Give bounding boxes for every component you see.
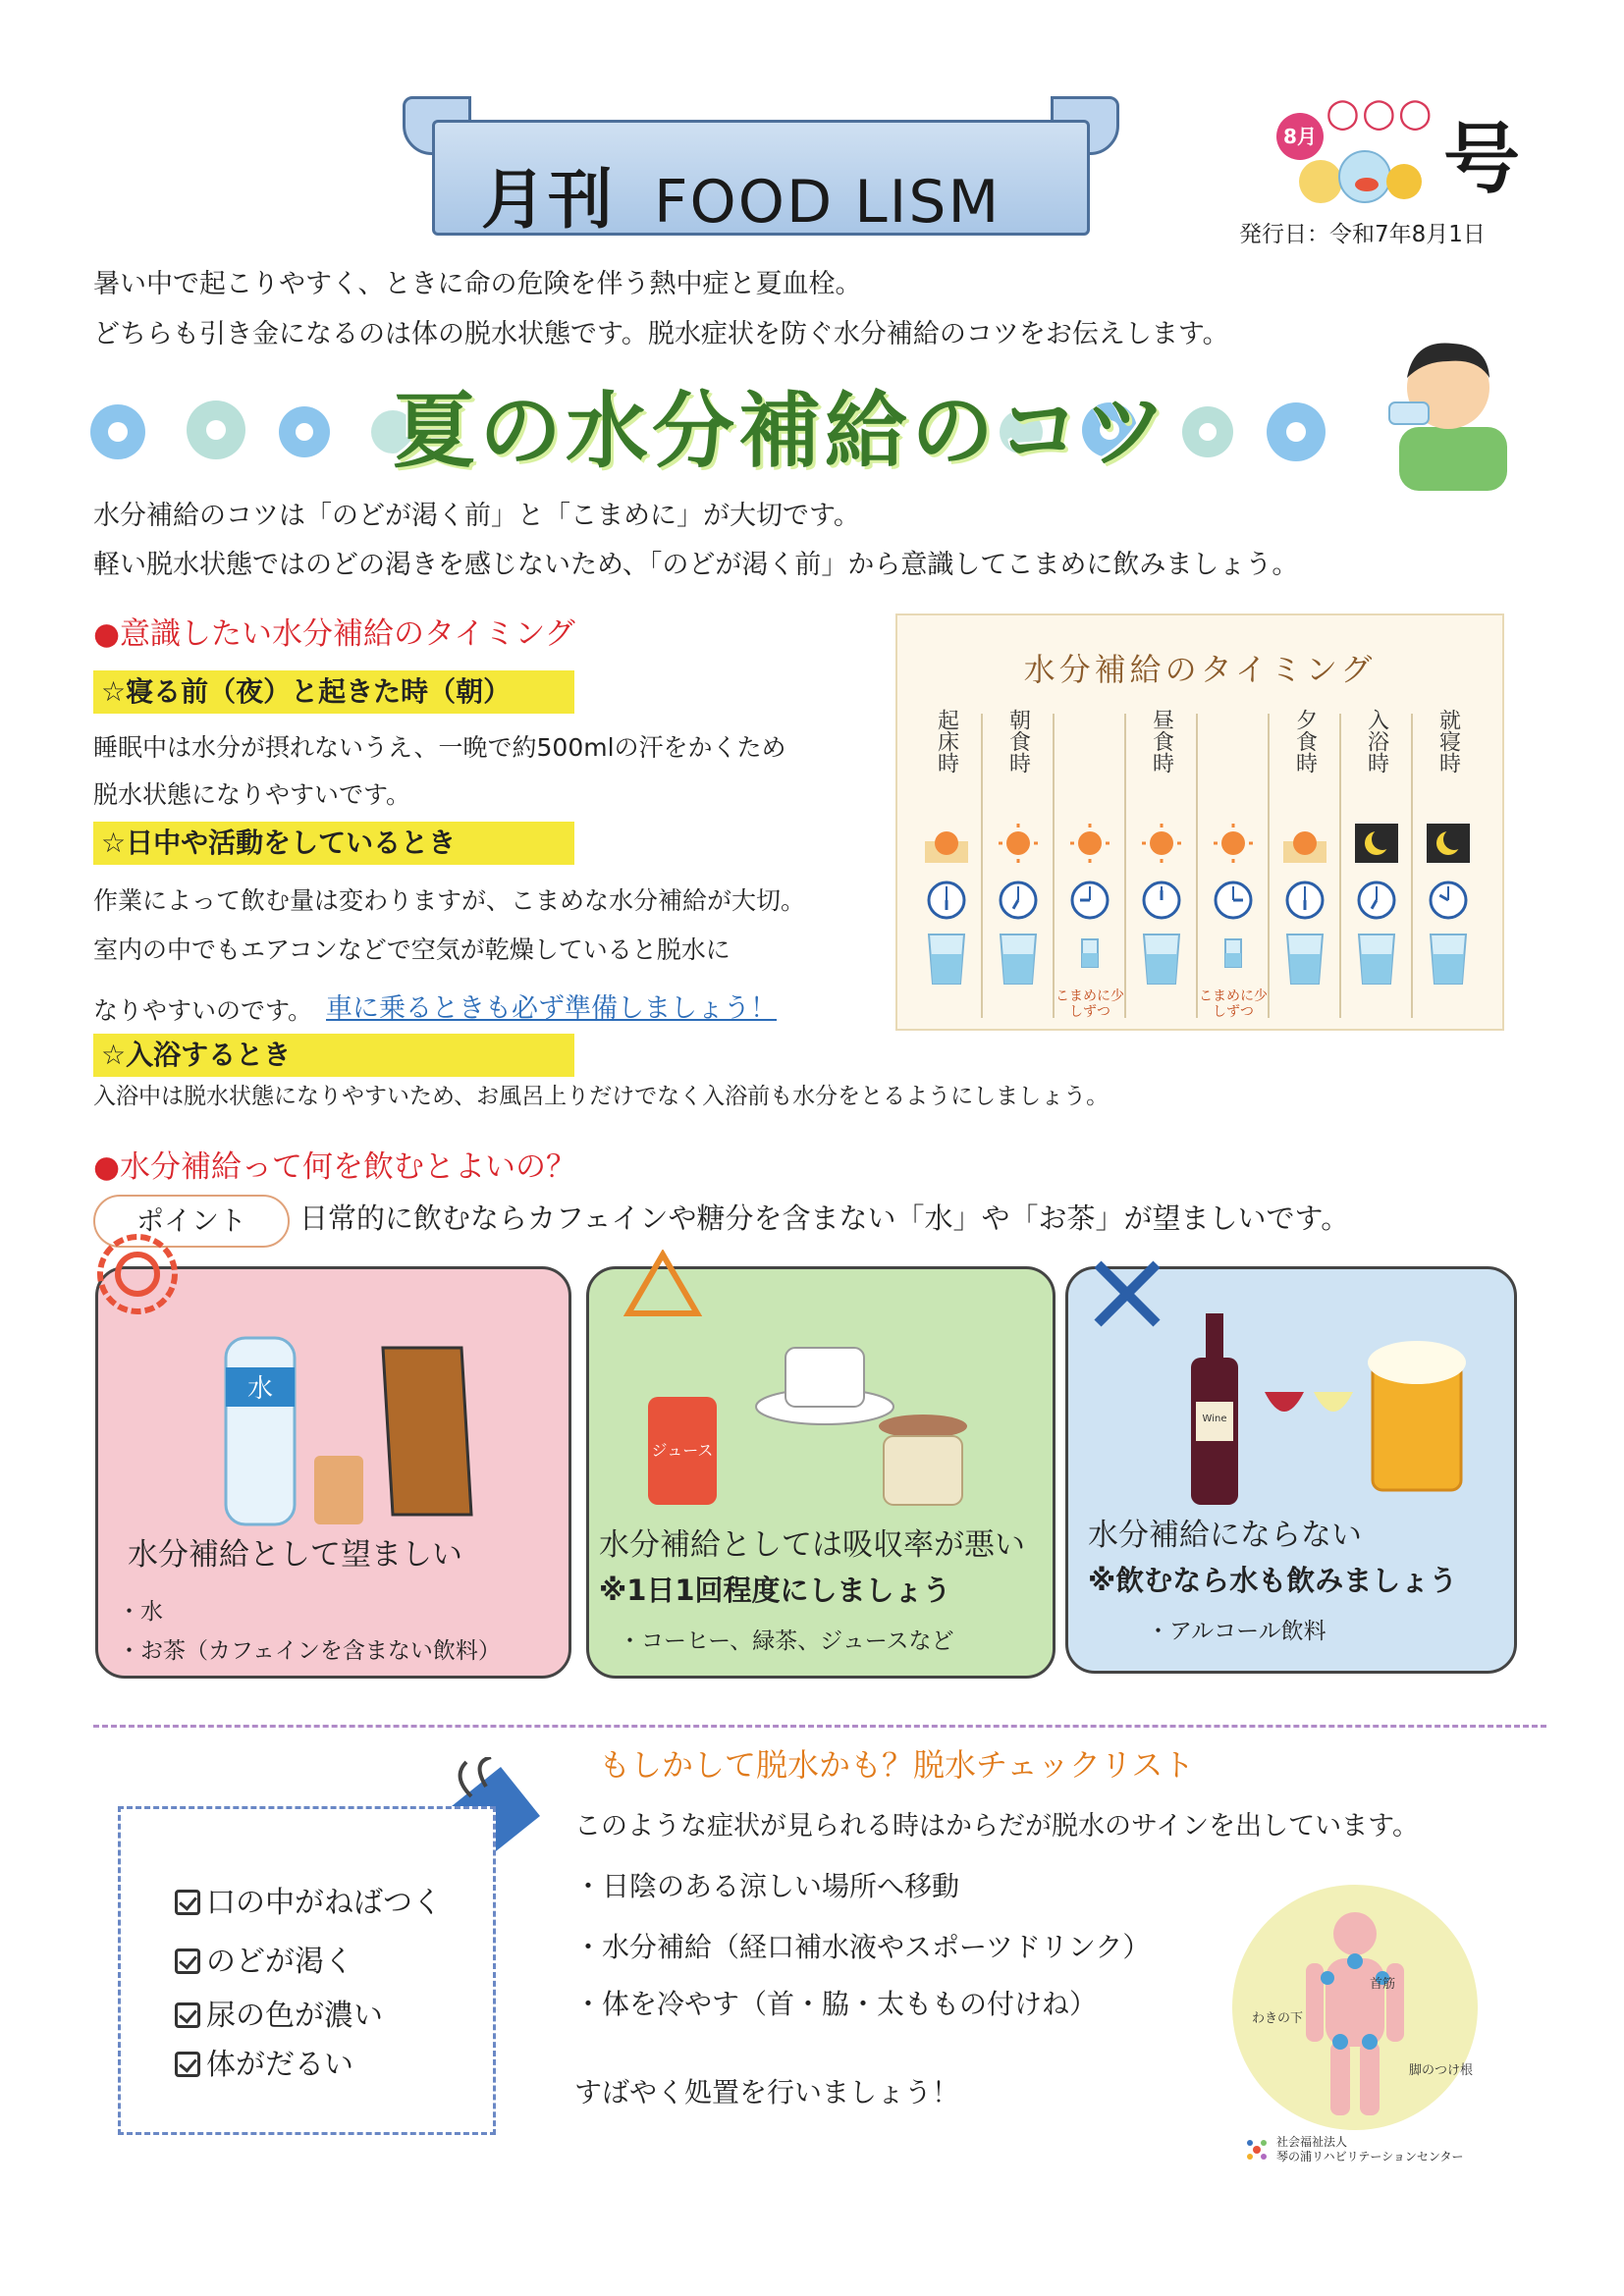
newsletter-title (481, 147, 1070, 240)
timing-column (922, 709, 971, 827)
sun-icon (1062, 822, 1117, 1008)
timing-separator (1411, 714, 1413, 1018)
timing-separator (1053, 714, 1055, 1018)
timing-column (994, 709, 1043, 827)
non-hydrating-title: 水分補給にならない (1088, 1518, 1362, 1553)
checkbox-checked-icon (175, 2002, 200, 2028)
checklist-heading: もしかして脱水かも？脱水チェックリスト (599, 1746, 1195, 1784)
timing-column (1065, 709, 1114, 827)
car-reminder-text: 車に乗るときも必ず準備しましょう！ (326, 993, 777, 1024)
main-title: 夏の水分補給のコツ (393, 383, 1171, 479)
timing-column-label: 入浴時 (1364, 709, 1389, 774)
non-hydrating-subtitle: ※飲むなら水も飲みましょう (1088, 1564, 1458, 1597)
timing-separator (981, 714, 983, 1018)
action-2: ・水分補給（経口補水液やスポーツドリンク） (574, 1931, 1151, 1963)
checkbox-checked-icon (175, 1890, 200, 1915)
recommended-item-2: ・お茶（カフェインを含まない飲料） (118, 1638, 501, 1664)
timing-chart-title: 水分補給のタイミング (1023, 651, 1377, 688)
label-neck: 首筋 (1370, 1977, 1396, 1992)
can-label: ジュース (651, 1441, 714, 1460)
check-item-2: のどが渇く (175, 1937, 353, 1980)
timing-item-3-line-1: 入浴中は脱水状態になりやすいため、お風呂上りだけでなく入浴前も水分をとるようにしましょう。 (93, 1084, 1110, 1109)
summer-festival-icon (1296, 137, 1424, 216)
action-1: ・日陰のある涼しい場所へ移動 (574, 1870, 960, 1902)
timing-separator (1124, 714, 1126, 1018)
timing-column (1352, 709, 1401, 827)
wine-label: Wine (1202, 1414, 1227, 1424)
checkbox-checked-icon (175, 2052, 200, 2077)
timing-column-label: 朝食時 (1005, 709, 1031, 774)
timing-column-label: 夕食時 (1292, 709, 1318, 774)
closing-text: すばやく処置を行いましょう！ (574, 2076, 960, 2109)
bottle-label: 水 (246, 1374, 274, 1404)
sun-icon (991, 822, 1046, 1008)
sun-icon (1134, 822, 1189, 1008)
issue-suffix: 号 (1443, 116, 1521, 204)
body-silhouette-icon (1296, 1904, 1414, 2120)
timing-separator (1196, 714, 1198, 1018)
recommended-drinks-box (95, 1266, 571, 1679)
tips-intro-1: 水分補給のコツは「のどが渇く前」と「こまめに」が大切です。 (93, 501, 860, 531)
timing-column (1209, 709, 1258, 827)
timing-separator (1339, 714, 1341, 1018)
timing-separator (1268, 714, 1270, 1018)
cross-mark-icon (1088, 1255, 1166, 1333)
intro-line-1: 暑い中で起こりやすく、ときに命の危険を伴う熱中症と夏血栓。 (93, 269, 862, 299)
point-label: ポイント (93, 1195, 290, 1248)
non-hydrating-drinks-box (1065, 1266, 1517, 1674)
timing-note: こまめに少しずつ (1199, 988, 1268, 1020)
timing-column (1280, 709, 1329, 827)
moon-icon (1349, 822, 1404, 1008)
checkbox-checked-icon (175, 1949, 200, 1974)
timing-column-label: 昼食時 (1149, 709, 1174, 774)
timing-item-2-line-3: なりやすいのです。 (93, 996, 313, 1025)
timing-column (1424, 709, 1473, 827)
timing-item-2-line-2: 室内の中でもエアコンなどで空気が乾燥していると脱水に (93, 935, 731, 964)
checklist-card (118, 1806, 496, 2135)
check-item-3: 尿の色が濃い (175, 1991, 383, 2034)
sunrise-icon (919, 822, 974, 1008)
cooling-points-illustration (1232, 1885, 1478, 2130)
intro-line-2: どちらも引き金になるのは体の脱水状態です。脱水症状を防ぐ水分補給のコツをお伝えします。 (93, 319, 1229, 349)
timing-item-label-3: ☆入浴するとき (93, 1034, 574, 1077)
organization-name (1276, 2135, 1463, 2164)
organization-logo-icon (1242, 2135, 1272, 2164)
sun-icon (1206, 822, 1261, 1008)
recommended-item-1: ・水 (118, 1599, 163, 1625)
drink-section-heading: ●水分補給って何を飲むとよいの？ (93, 1149, 577, 1185)
poor-absorption-title: 水分補給としては吸収率が悪い (599, 1527, 1025, 1563)
issue-month-badge: 8月 (1276, 113, 1324, 160)
timing-item-1-line-2: 脱水状態になりやすいです。 (93, 780, 411, 809)
timing-column-label: 起床時 (934, 709, 959, 774)
publication-date: 発行日：令和7年8月1日 (1239, 222, 1486, 247)
timing-column (1137, 709, 1186, 827)
org-line-2: 琴の浦リハビリテーションセンター (1276, 2150, 1464, 2163)
sunset-icon (1277, 822, 1332, 1008)
label-armpit: わきの下 (1252, 2011, 1304, 2026)
poor-absorption-subtitle: ※1日1回程度にしましょう (599, 1574, 951, 1607)
action-3: ・体を冷やす（首・脇・太ももの付けね） (574, 1988, 1098, 2020)
check-item-4: 体がだるい (175, 2040, 353, 2083)
moon-icon (1421, 822, 1476, 1008)
label-groin: 脚のつけ根 (1409, 2063, 1474, 2078)
tips-intro-2: 軽い脱水状態ではのどの渇きを感じないため、「のどが渇く前」から意識してこまめに飲みましょう。 (93, 550, 1299, 580)
non-hydrating-item-1: ・アルコール飲料 (1147, 1619, 1326, 1644)
poor-absorption-drinks-box (586, 1266, 1056, 1679)
timing-item-label-1: ☆寝る前（夜）と起きた時（朝） (93, 670, 574, 714)
issue-number: ○○○ (1326, 90, 1435, 135)
timing-item-label-2: ☆日中や活動をしているとき (93, 822, 574, 865)
timing-section-heading: ●意識したい水分補給のタイミング (93, 616, 575, 652)
title-sub: FOOD LISM (654, 168, 1001, 237)
timing-chart-panel (895, 614, 1504, 1031)
double-circle-mark-icon (93, 1230, 182, 1318)
boy-drinking-icon (1370, 324, 1527, 491)
poor-absorption-item-1: ・コーヒー、緑茶、ジュースなど (619, 1629, 954, 1654)
timing-column-label: 就寝時 (1435, 709, 1461, 774)
org-line-1: 社会福祉法人 (1276, 2135, 1348, 2149)
section-divider (93, 1725, 1546, 1728)
wine-and-beer-icon (1176, 1294, 1500, 1510)
recommended-title: 水分補給として望ましい (128, 1537, 462, 1573)
water-and-tea-icon (206, 1308, 550, 1534)
timing-item-1-line-1: 睡眠中は水分が摂れないうえ、一晩で約500mlの汗をかくため (93, 733, 786, 762)
coffee-tea-juice-icon (628, 1308, 1021, 1524)
check-item-1: 口の中がねばつく (175, 1878, 442, 1921)
timing-note: こまめに少しずつ (1056, 988, 1124, 1020)
checklist-lead: このような症状が見られる時はからだが脱水のサインを出しています。 (574, 1811, 1419, 1842)
point-text: 日常的に飲むならカフェインや糖分を含まない「水」や「お茶」が望ましいです。 (299, 1201, 1350, 1235)
title-main: 月刊 (481, 162, 615, 238)
timing-item-2-line-1: 作業によって飲む量は変わりますが、こまめな水分補給が大切。 (93, 886, 806, 915)
